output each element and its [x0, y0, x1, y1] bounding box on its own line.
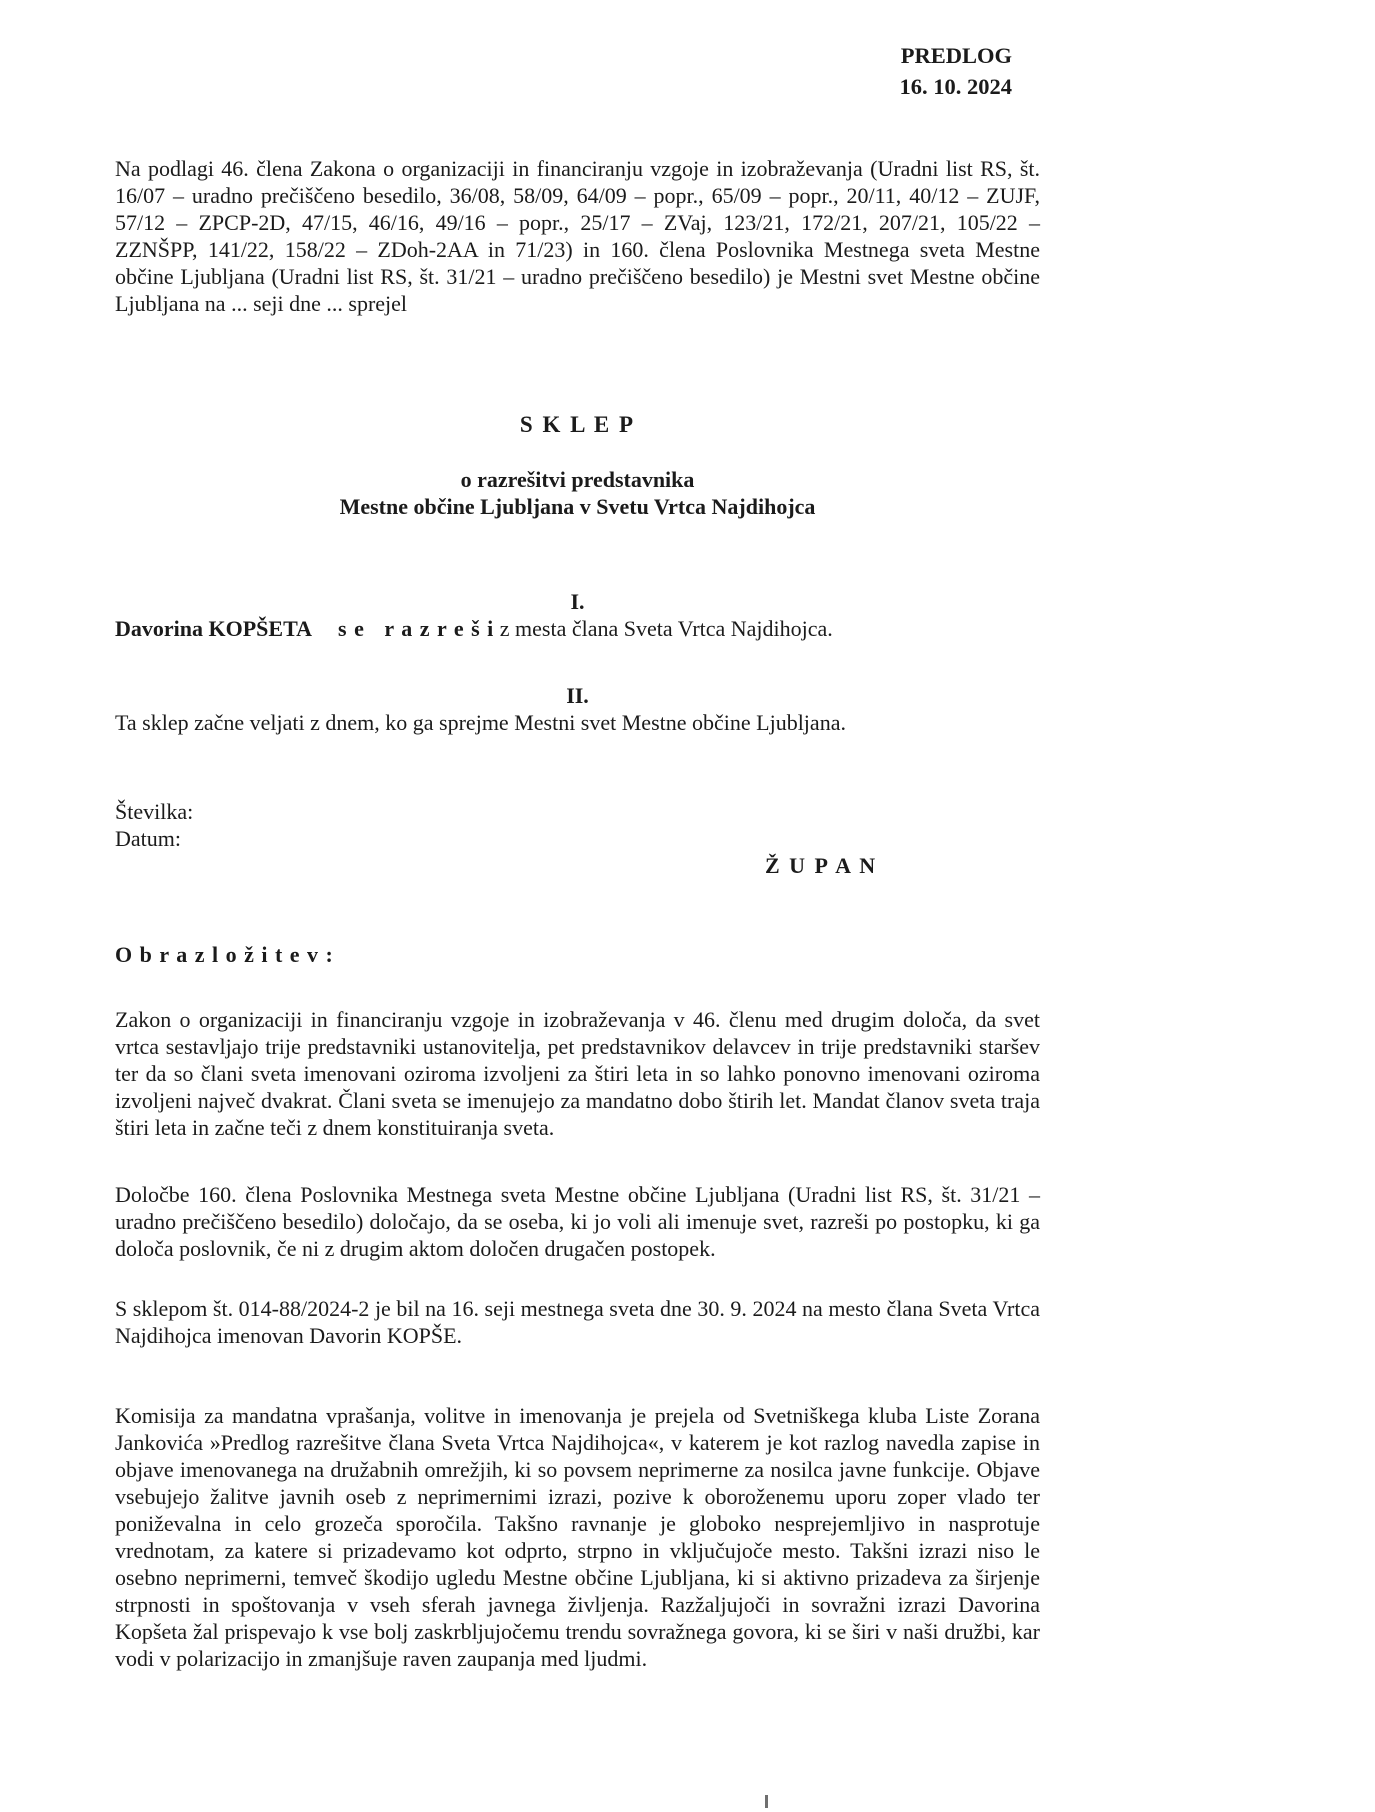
meta-block	[115, 798, 1040, 852]
scan-artifact-mark	[765, 1795, 768, 1808]
decree-subtitle-line2: Mestne občine Ljubljana v Svetu Vrtca Najdihojca	[339, 494, 816, 519]
explanation-paragraph-4: Komisija za mandatna vprašanja, volitve in imenovanja je prejela od Svetniškega kluba Liste Zorana Jankovića »Predlog razrešitve člana Sveta Vrtca Najdihojca«, v katerem je kot razlog navedla zapise in objave imenovanega na družabnih omrežjih, ki so povsem neprimerne za nosilca javne funkcije. Objave vsebujejo žalitve javnih oseb z neprimernimi izrazi, pozive k oboroženemu uporu zoper vlado ter poniževalna in celo grozeča sporočila. Takšno ravnanje je globoko nesprejemljivo in nasprotuje vrednotam, za katere si prizadevamo kot odprto, strpno in vključujoče mesto. Takšni izrazi niso le osebno neprimerni, temveč škodijo ugledu Mestne občine Ljubljana, ki si aktivno prizadeva za širjenje strpnosti in spoštovanja v vseh sferah javnega življenja. Razžaljujoči in sovražni izrazi Davorina Kopšeta žal prispevajo k vse bolj zaskrbljujočemu trendu sovražnega govora, ki se širi v naši družbi, kar vodi v polarizacijo in zmanjšuje raven zaupanja med ljudmi.	[115, 1403, 1040, 1671]
section-two-number: II.	[566, 683, 589, 708]
member-name: Davorina KOPŠETA	[115, 616, 313, 641]
decree-title: S K L E P	[519, 412, 636, 437]
decree-subtitle	[115, 466, 1040, 520]
explanation-heading: O b r a z l o ž i t e v :	[115, 942, 334, 967]
action-text: s e r a z r e š i	[338, 616, 495, 641]
decree-subtitle-line1: o razrešitvi predstavnika	[460, 467, 695, 492]
header-date: 16. 10. 2024	[899, 74, 1012, 99]
date-label: Datum:	[115, 826, 181, 851]
explanation-paragraph-2: Določbe 160. člena Poslovnika Mestnega sveta Mestne občine Ljubljana (Uradni list RS, št. 31/21 – uradno prečiščeno besedilo) določajo, da se oseba, ki jo voli ali imenuje svet, razreši po postopku, ki ga določa poslovnik, če ni z drugim aktom določen drugačen postopek.	[115, 1182, 1040, 1261]
section-one-text	[115, 615, 1040, 642]
section-two-text: Ta sklep začne veljati z dnem, ko ga sprejme Mestni svet Mestne občine Ljubljana.	[115, 710, 846, 735]
section-one-number: I.	[570, 589, 585, 614]
document-header	[115, 0, 1012, 102]
header-tag: PREDLOG	[900, 43, 1012, 68]
section-one-rest: z mesta člana Sveta Vrtca Najdihojca.	[494, 616, 833, 641]
intro-paragraph: Na podlagi 46. člena Zakona o organizaciji in financiranju vzgoje in izobraževanja (Uradni list RS, št. 16/07 – uradno prečiščeno besedilo, 36/08, 58/09, 64/09 – popr., 65/09 – popr., 20/11, 40/12 – ZUJF, 57/12 – ZPCP-2D, 47/15, 46/16, 49/16 – popr., 25/17 – ZVaj, 123/21, 172/21, 207/21, 105/22 – ZZNŠPP, 141/22, 158/22 – ZDoh-2AA in 71/23) in 160. člena Poslovnika Mestnega sveta Mestne občine Ljubljana (Uradni list RS, št. 31/21 – uradno prečiščeno besedilo) je Mestni svet Mestne občine Ljubljana na ... seji dne ... sprejel	[115, 156, 1040, 316]
explanation-paragraph-1: Zakon o organizaciji in financiranju vzgoje in izobraževanja v 46. členu med drugim določa, da svet vrtca sestavljajo trije predstavniki ustanovitelja, pet predstavnikov delavcev in trije predstavniki staršev ter da so člani sveta imenovani oziroma izvoljeni za štiri leta in so lahko ponovno imenovani oziroma izvoljeni največ dvakrat. Člani sveta se imenujejo za mandatno dobo štirih let. Mandat članov sveta traja štiri leta in začne teči z dnem konstituiranja sveta.	[115, 1007, 1040, 1140]
mayor-heading: Ž U P A N	[765, 853, 878, 878]
explanation-paragraph-3: S sklepom št. 014-88/2024-2 je bil na 16. seji mestnega sveta dne 30. 9. 2024 na mesto člana Sveta Vrtca Najdihojca imenovan Davorin KOPŠE.	[115, 1296, 1040, 1348]
number-label: Številka:	[115, 799, 194, 824]
